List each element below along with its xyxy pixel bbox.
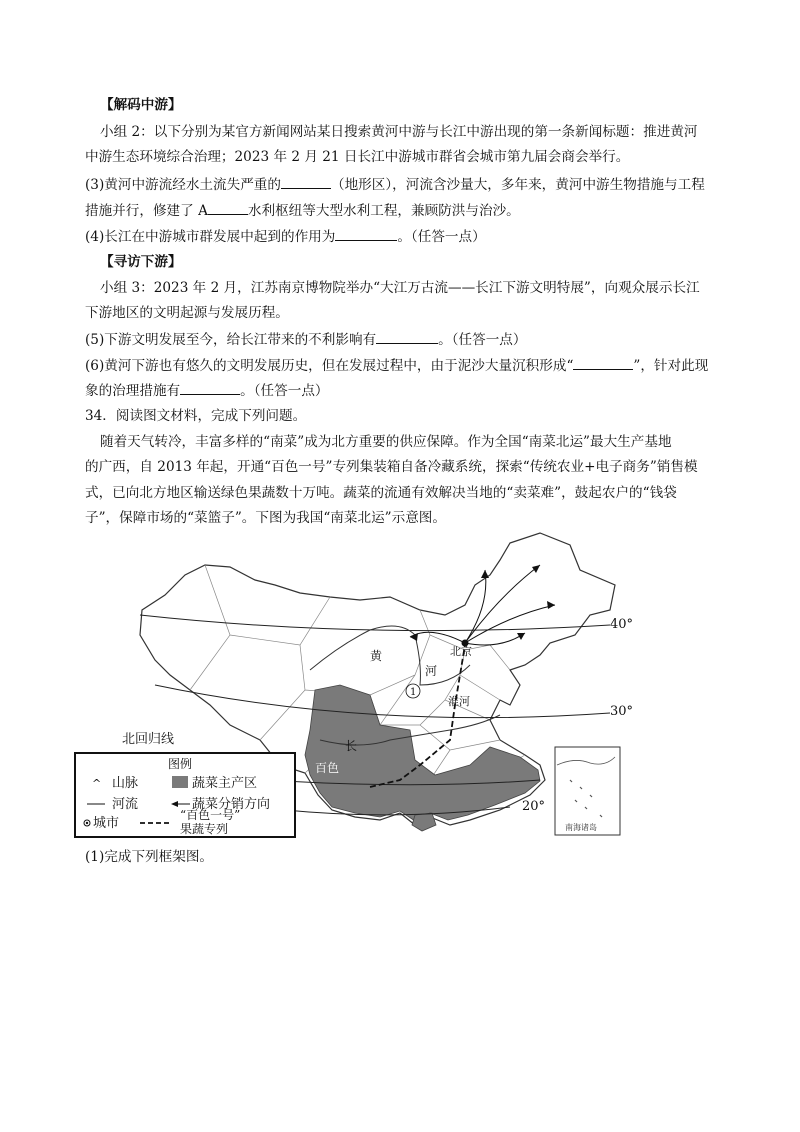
label-baise: 百色 xyxy=(315,761,340,775)
label-circle-1: 1 xyxy=(410,687,417,698)
south-china-sea-inset xyxy=(555,747,620,835)
question-4: (4)长江在中游城市群发展中起到的作用为 。（任答一点） xyxy=(85,229,486,245)
answer-blank[interactable] xyxy=(180,381,240,395)
mountain-symbol: ^ xyxy=(92,777,102,790)
q34-paragraph-line2: 的广西，自 2013 年起，开通“百色一号”专列集装箱自备冷藏系统，探索“传统农业+电子商务”销售模 xyxy=(85,459,698,475)
label-inset: 南海诸岛 xyxy=(565,823,597,832)
vegetable-area-swatch xyxy=(172,776,188,788)
legend-title: 图例 xyxy=(168,757,193,771)
legend-train-line1: “百色一号” xyxy=(180,808,241,822)
answer-blank[interactable] xyxy=(376,330,438,344)
question-3-line2: 措施并行，修建了 A 水利枢纽等大型水利工程，兼顾防洪与治沙。 xyxy=(85,203,520,219)
legend-city: 城市 xyxy=(93,816,120,831)
group2-text-line1: 小组 2：以下分别为某官方新闻网站某日搜索黄河中游与长江中游出现的第一条新闻标题：推进黄河 xyxy=(100,124,698,140)
answer-blank[interactable] xyxy=(208,201,248,215)
legend-river: 河流 xyxy=(112,797,139,812)
legend-train-line2: 果蔬专列 xyxy=(180,822,229,836)
legend-vegetable-area: 蔬菜主产区 xyxy=(192,776,258,791)
q34-paragraph-line1: 随着天气转冷，丰富多样的“南菜”成为北方重要的供应保障。作为全国“南菜北运”最大生产基地 xyxy=(100,434,672,450)
group3-text-line2: 下游地区的文明起源与发展历程。 xyxy=(85,305,289,321)
question-5: (5)下游文明发展至今，给长江带来的不利影响有 。（任答一点） xyxy=(85,332,527,348)
answer-blank[interactable] xyxy=(281,175,331,189)
label-huang: 黄 xyxy=(370,649,383,663)
answer-blank[interactable] xyxy=(335,227,397,241)
group3-text-line1: 小组 3：2023 年 2 月，江苏南京博物院举办“大江万古流——长江下游文明特展”，向观众展示长江 xyxy=(100,280,700,296)
label-tropic: 北回归线 xyxy=(122,732,175,747)
legend-mountain: 山脉 xyxy=(112,776,139,791)
group2-text-line2: 中游生态环境综合治理；2023 年 2 月 21 日长江中游城市群省会城市第九届会商会举行。 xyxy=(85,149,630,165)
label-lat40: 40° xyxy=(610,617,634,632)
hainan-island xyxy=(412,813,436,831)
label-lat20: 20° xyxy=(522,799,546,814)
q34-paragraph-line4: 子”，保障市场的“菜篮子”。下图为我国“南菜北运”示意图。 xyxy=(85,510,446,526)
question-3-line1: (3)黄河中游流经水土流失严重的 （地形区），河流含沙量大，多年来，黄河中游生物措施与工程 xyxy=(85,177,705,193)
legend-direction: 蔬菜分销方向 xyxy=(192,797,271,812)
south-vegetables-north-map xyxy=(70,525,650,845)
question-6-line1: (6)黄河下游也有悠久的文明发展历史，但在发展过程中，由于泥沙大量沉积形成“ ”，针对此现 xyxy=(85,358,709,374)
label-lat30: 30° xyxy=(610,704,634,719)
question-34-title: 34．阅读图文材料，完成下列问题。 xyxy=(85,408,307,424)
section-heading-midstream: 【解码中游】 xyxy=(100,97,182,113)
section-heading-downstream: 【寻访下游】 xyxy=(100,254,182,270)
label-beijing: 北京 xyxy=(450,645,472,658)
label-he: 河 xyxy=(425,664,438,678)
q34-paragraph-line3: 式，已向北方地区输送绿色果蔬数十万吨。蔬菜的流通有效解决当地的“卖菜难”，鼓起农户的“钱袋 xyxy=(85,485,677,501)
label-chang: 长 xyxy=(345,739,358,753)
q34-subquestion-1: (1)完成下列框架图。 xyxy=(85,849,214,865)
label-huaihe: 淮河 xyxy=(448,695,470,708)
answer-blank[interactable] xyxy=(573,356,633,370)
question-6-line2: 象的治理措施有 。（任答一点） xyxy=(85,383,329,399)
